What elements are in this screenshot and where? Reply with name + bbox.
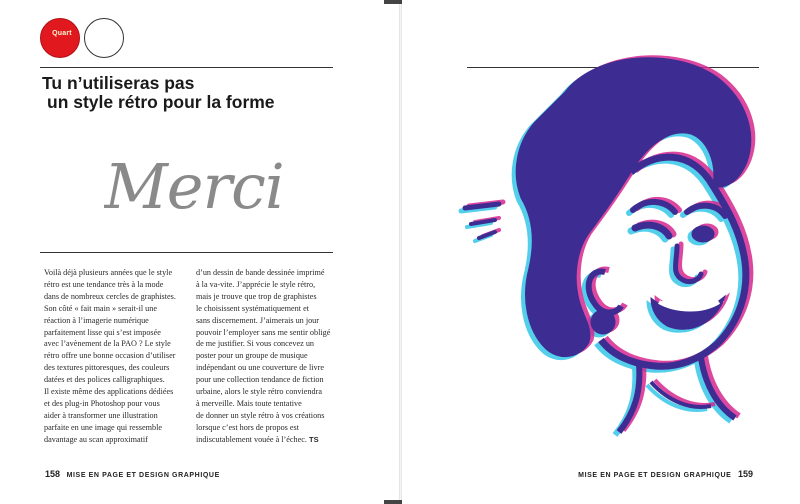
body-line: de me justifier. Si vous concevez un xyxy=(196,339,315,349)
body-line: lorsque c’est hors de propos est xyxy=(196,422,300,432)
chapter-badge xyxy=(40,18,80,58)
title-line-1: Tu n’utiliseras pas xyxy=(42,73,195,93)
page-number-right: 159 xyxy=(737,469,753,479)
empty-circle-icon xyxy=(84,18,124,58)
footer-left xyxy=(41,469,220,479)
body-line: dans de nombreux cercles de graphistes. xyxy=(44,291,176,301)
body-line: sans discernement. J’aimerais un jour xyxy=(196,315,320,325)
body-line: le choisissent systématiquement et xyxy=(196,303,310,313)
page-number-left: 158 xyxy=(45,469,61,479)
body-line: à merveille. Mais toute tentative xyxy=(196,398,302,408)
body-line: avec l’avènement de la PAO ? Le style xyxy=(44,339,171,349)
running-footer-left: MISE EN PAGE ET DESIGN GRAPHIQUE xyxy=(66,472,220,479)
retro-woman-illustration xyxy=(455,22,775,462)
body-column-1 xyxy=(44,267,194,446)
body-line: rétro offre une bonne occasion d’utiliser xyxy=(44,351,176,361)
body-line: parfaite en une image qui ressemble xyxy=(44,422,162,432)
body-line: davantage au scan approximatif xyxy=(44,434,148,444)
running-footer-right: MISE EN PAGE ET DESIGN GRAPHIQUE xyxy=(578,472,732,479)
merci-script-illustration xyxy=(104,138,284,228)
badge-label: Quart xyxy=(52,29,72,37)
body-line: parfaitement lisse qui s’est imposée xyxy=(44,327,161,337)
body-line: rétro est une tendance très à la mode xyxy=(44,279,164,289)
body-line: indépendant ou une couverture de livre xyxy=(196,363,324,373)
body-line: Il existe même des applications dédiées xyxy=(44,387,174,397)
body-line: poster pour un groupe de musique xyxy=(196,351,308,361)
body-line: réaction à l’imagerie numérique xyxy=(44,315,149,325)
body-line: pouvoir l’employer sans me sentir obligé xyxy=(196,327,331,337)
body-column-2 xyxy=(196,267,346,446)
footer-right xyxy=(578,469,757,479)
body-line-last xyxy=(196,434,346,446)
body-line: d’un dessin de bande dessinée imprimé xyxy=(196,268,325,277)
red-circle-icon xyxy=(40,18,80,58)
author-signature: TS xyxy=(308,434,319,444)
body-line: des textures pittoresques, des couleurs xyxy=(44,363,170,373)
section-rule xyxy=(40,252,333,253)
title-line-2: un style rétro pour la forme xyxy=(47,92,275,112)
body-line: datées et des polices calligraphiques. xyxy=(44,375,165,385)
body-line: aider à transformer une illustration xyxy=(44,410,158,420)
merci-script-text: Merci xyxy=(104,150,284,223)
body-line: Voilà déjà plusieurs années que le style xyxy=(44,268,173,277)
body-line-text: indiscutablement vouée à l’échec. xyxy=(196,434,307,444)
body-line: et des plug-in Photoshop pour vous xyxy=(44,398,160,408)
body-line: mais je trouve que trop de graphistes xyxy=(196,291,317,301)
page-title xyxy=(42,74,342,112)
body-line: urbaine, alors le style rétro conviendra xyxy=(196,387,322,397)
body-line: à la va-vite. J’apprécie le style rétro, xyxy=(196,279,316,289)
body-line: pour une collection tendance de fiction xyxy=(196,375,324,385)
body-line: de donner un style rétro à vos créations xyxy=(196,410,325,420)
top-rule-left xyxy=(40,67,333,68)
body-line: Son côté « fait main » serait-il une xyxy=(44,303,158,313)
